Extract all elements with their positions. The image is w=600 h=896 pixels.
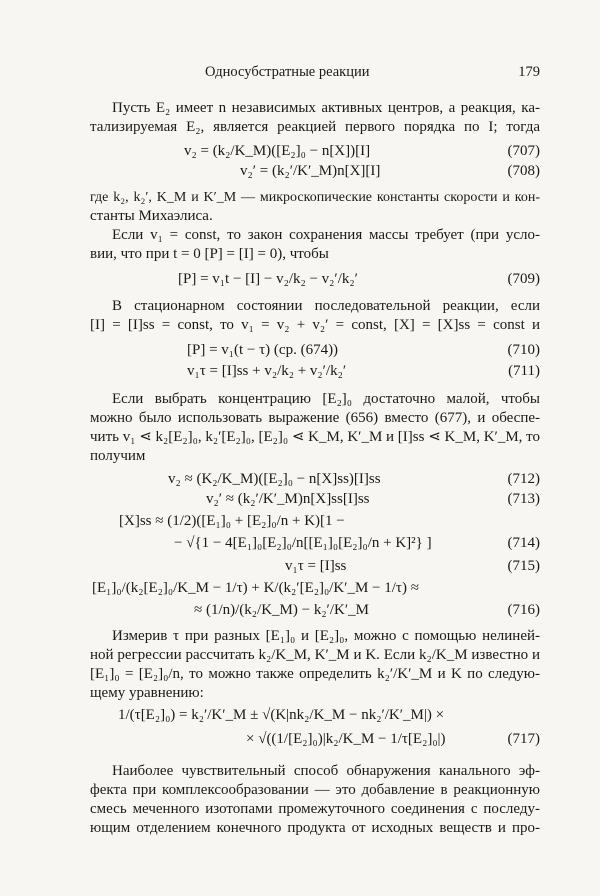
text-line: где k₂, k₂′, K_M и K′_M — микроскопические константы скорости и кон- — [90, 190, 540, 205]
equation-text: v₂′ ≈ (k₂′/K′_M)n[X]ss[I]ss — [206, 491, 370, 507]
equation-number: (710) — [507, 342, 540, 358]
equation-710 — [90, 341, 540, 360]
equation-text: [E₁]₀/(k₂[E₂]₀/K_M − 1/τ) + K/(k₂′[E₂]₀/K′_M − 1/τ) ≈ — [92, 580, 419, 596]
equation-text: v₂ ≈ (K₂/K_M)([E₂]₀ − n[X]ss)[I]ss — [168, 471, 381, 487]
equation-number: (709) — [507, 271, 540, 287]
page-header — [90, 64, 540, 86]
text-line: вии, что при t = 0 [P] = [I] = 0), чтобы — [90, 246, 329, 262]
text-line: фекта при комплексообразовании — это добавление в реакционную — [90, 782, 540, 798]
equation-number: (716) — [507, 602, 540, 618]
equation-text: × √((1/[E₂]₀)|k₂/K_M − 1/τ[E₂]₀|) — [246, 731, 446, 747]
text-line: В стационарном состоянии последовательной реакции, если — [112, 298, 540, 314]
equation-number: (708) — [507, 163, 540, 179]
equation-717-line2 — [90, 730, 540, 749]
equation-number: (714) — [507, 535, 540, 551]
equation-text: [X]ss ≈ (1/2)([E₁]₀ + [E₂]₀/n + K)[1 − — [119, 513, 345, 529]
equation-text: ≈ (1/n)/(k₂/K_M) − k₂′/K′_M — [194, 602, 369, 618]
equation-text: v₂′ = (k₂′/K′_M)n[X][I] — [240, 163, 381, 179]
running-title: Односубстратные реакции — [205, 64, 370, 80]
equation-text: v₂ = (k₂/K_M)([E₂]₀ − n[X])[I] — [184, 143, 371, 159]
text-line: станты Михаэлиса. — [90, 208, 213, 224]
equation-713 — [90, 490, 540, 509]
equation-711 — [90, 362, 540, 381]
text-line: Пусть E₂ имеет n независимых активных центров, а реакция, ка- — [112, 100, 540, 116]
equation-712 — [90, 470, 540, 489]
text-line: Наиболее чувствительный способ обнаружения канального эф- — [112, 763, 540, 779]
equation-number: (712) — [507, 471, 540, 487]
equation-text: − √{1 − 4[E₁]₀[E₂]₀/n[[E₁]₀[E₂]₀/n + K]²} ] — [174, 535, 432, 551]
equation-text: v₁τ = [I]ss + v₂/k₂ + v₂′/k₂′ — [187, 363, 347, 379]
equation-number: (717) — [507, 731, 540, 747]
text-line: [E₁]₀ = [E₂]₀/n, то можно также определить k₂′/K′_M и K по следую- — [90, 666, 540, 682]
equation-715 — [90, 557, 540, 576]
text-line: Измерив τ при разных [E₁]₀ и [E₂]₀, можно с помощью нелиней- — [112, 628, 540, 644]
text-line: ной регрессии рассчитать k₂/K_M, K′_M и K. Если k₂/K_M известно и — [90, 647, 540, 663]
text-line: чить v₁ ⋖ k₂[E₂]₀, k₂′[E₂]₀, [E₂]₀ ⋖ K_M, K′_M и [I]ss ⋖ K_M, K′_M, то — [90, 429, 541, 445]
equation-708 — [90, 162, 540, 181]
equation-714-line1 — [90, 512, 540, 531]
text-line: смесь меченного изотопами промежуточного соединения с последу- — [90, 801, 540, 817]
equation-number: (715) — [507, 558, 540, 574]
equation-709 — [90, 270, 540, 289]
equation-number: (713) — [507, 491, 540, 507]
page-number: 179 — [518, 64, 540, 80]
equation-707 — [90, 142, 540, 161]
equation-text: [P] = v₁t − [I] − v₂/k₂ − v₂′/k₂′ — [178, 271, 358, 287]
text-line: щему уравнению: — [90, 685, 204, 701]
text-line: [I] = [I]ss = const, то v₁ = v₂ + v₂′ = const, [X] = [X]ss = const и — [90, 317, 540, 333]
equation-number: (711) — [508, 363, 540, 379]
equation-716-line1 — [90, 579, 540, 598]
text-line: Если v₁ = const, то закон сохранения массы требует (при усло- — [112, 227, 540, 243]
equation-714-line2 — [90, 534, 540, 553]
equation-717-line1 — [90, 706, 540, 725]
text-line: Если выбрать концентрацию [E₂]₀ достаточно малой, чтобы — [112, 391, 540, 407]
equation-number: (707) — [507, 143, 540, 159]
equation-text: [P] = v₁(t − τ) (ср. (674)) — [187, 342, 339, 358]
text-line: получим — [90, 448, 146, 464]
equation-text: 1/(τ[E₂]₀) = k₂′/K′_M ± √(K|nk₂/K_M − nk₂′/K′_M|) × — [118, 707, 445, 723]
text-line: можно было использовать выражение (656) вместо (677), и обеспе- — [90, 410, 540, 426]
text-line: тализируемая E₂, является реакцией первого порядка по I; тогда — [90, 119, 540, 135]
equation-716-line2 — [90, 601, 540, 620]
equation-text: v₁τ = [I]ss — [285, 558, 347, 574]
text-line: ющим отделением конечного продукта от исходных веществ и про- — [90, 820, 540, 836]
